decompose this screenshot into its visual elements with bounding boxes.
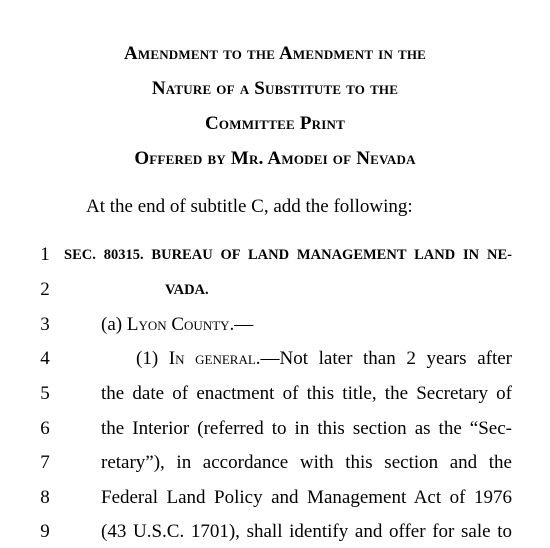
body-line-7: retary”), in accordance with this section and the	[101, 452, 512, 473]
section-heading: SEC. 80315. BUREAU OF LAND MANAGEMENT LAND IN NE-	[64, 247, 512, 263]
body-line-8: Federal Land Policy and Management Act of 1976	[101, 487, 512, 508]
body-line-9: (43 U.S.C. 1701), shall identify and offer for sale to	[101, 521, 512, 542]
paragraph-1-title: In general	[168, 348, 256, 369]
line-number-7: 7	[40, 452, 50, 473]
section-heading-continued: VADA.	[165, 282, 209, 298]
line-number-4: 4	[40, 348, 50, 369]
intro-text: At the end of subtitle C, add the following:	[86, 196, 413, 217]
line-number-8: 8	[40, 487, 50, 508]
line-number-2: 2	[40, 279, 50, 300]
subsection-a-title: Lyon County	[126, 314, 230, 335]
title-line-1: Amendment to the Amendment in the	[123, 43, 427, 64]
line-number-5: 5	[40, 383, 50, 404]
subsection-a-heading	[101, 314, 253, 336]
title-line-4: Offered by Mr. Amodei of Nevada	[134, 148, 416, 169]
line-number-9: 9	[40, 521, 50, 542]
paragraph-1-label: (1)	[136, 348, 169, 369]
paragraph-1-text: .—Not later than 2 years after	[255, 348, 512, 369]
paragraph-1-line	[136, 348, 512, 370]
title-line-3: Committee Print	[205, 113, 345, 134]
line-number-6: 6	[40, 418, 50, 439]
line-number-1: 1	[40, 244, 50, 265]
subsection-a-label: (a)	[101, 314, 127, 335]
body-line-5: the date of enactment of this title, the Secretary of	[101, 383, 512, 404]
line-number-3: 3	[40, 314, 50, 335]
title-line-2: Nature of a Substitute to the	[151, 78, 399, 99]
body-line-6: the Interior (referred to in this section as the “Sec-	[101, 418, 512, 439]
subsection-a-dash: .—	[229, 314, 254, 335]
